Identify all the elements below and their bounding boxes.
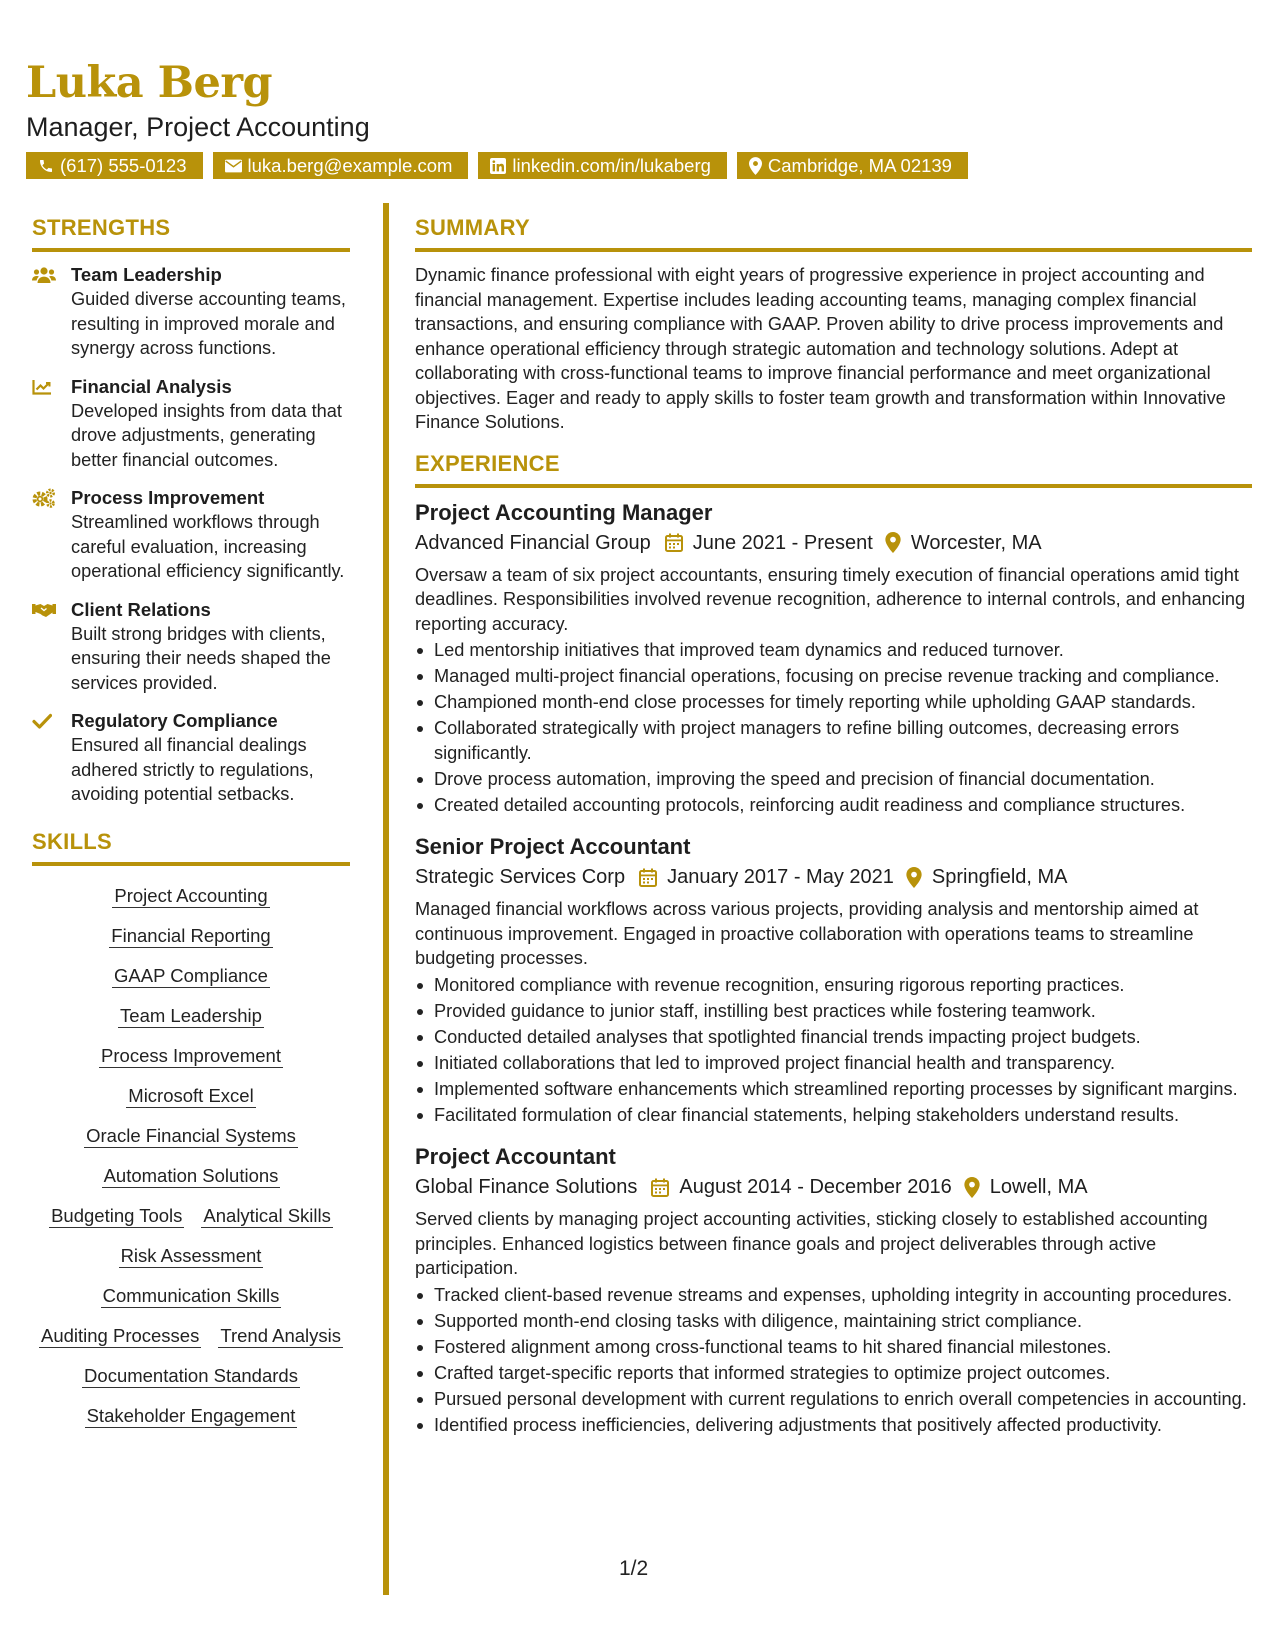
phone-text: (617) 555-0123 bbox=[60, 154, 187, 176]
bullet-item: Pursued personal development with current regulations to enrich overall competencies in accounting. bbox=[415, 1387, 1252, 1412]
skill-row bbox=[32, 1044, 350, 1067]
strength-desc: Ensured all financial dealings adhered strictly to regulations, avoiding potential setbacks. bbox=[71, 735, 314, 804]
strengths-heading: STRENGTHS bbox=[32, 215, 350, 252]
map-pin-icon bbox=[885, 532, 901, 553]
bullet-item: Collaborated strategically with project managers to refine billing outcomes, decreasing errors significantly. bbox=[415, 716, 1252, 765]
skill-row bbox=[32, 964, 350, 987]
bullet-item: Supported month-end closing tasks with diligence, maintaining strict compliance. bbox=[415, 1309, 1252, 1334]
bullet-item: Conducted detailed analyses that spotlighted financial trends impacting project budgets. bbox=[415, 1025, 1252, 1050]
strength-item bbox=[32, 375, 350, 473]
calendar-icon bbox=[651, 1178, 669, 1197]
skill-tag: Project Accounting bbox=[114, 884, 268, 906]
map-pin-icon bbox=[749, 157, 762, 175]
gears-icon bbox=[32, 488, 56, 508]
email-chip[interactable] bbox=[213, 152, 469, 179]
job-entry bbox=[415, 833, 1252, 1127]
skill-row bbox=[32, 1364, 350, 1387]
bullet-item: Tracked client-based revenue streams and expenses, upholding integrity in accounting procedures. bbox=[415, 1283, 1252, 1308]
bullet-item: Provided guidance to junior staff, instilling best practices while fostering teamwork. bbox=[415, 999, 1252, 1024]
candidate-role: Manager, Project Accounting bbox=[26, 112, 370, 142]
bullet-item: Created detailed accounting protocols, reinforcing audit readiness and compliance structures. bbox=[415, 793, 1252, 818]
job-description: Managed financial workflows across various projects, providing analysis and mentorship aimed at continuous improvement. Engaged in proactive collaboration with operations teams to streamline budgeting processes. bbox=[415, 899, 1199, 968]
skill-tag: Auditing Processes bbox=[40, 1324, 200, 1346]
bullet-item: Championed month-end close processes for timely reporting while upholding GAAP standards. bbox=[415, 690, 1252, 715]
skill-tag: Financial Reporting bbox=[111, 924, 271, 946]
skill-row bbox=[32, 1164, 350, 1187]
skill-row bbox=[32, 1084, 350, 1107]
skill-tag: Team Leadership bbox=[120, 1004, 262, 1026]
job-location: Lowell, MA bbox=[989, 1176, 1088, 1198]
skills-list bbox=[32, 879, 350, 1427]
bullet-item: Implemented software enhancements which streamlined reporting processes by significant margins. bbox=[415, 1077, 1252, 1102]
strength-title: Team Leadership bbox=[71, 264, 222, 285]
skill-row bbox=[32, 1404, 350, 1427]
skill-row bbox=[32, 884, 350, 907]
bullet-item: Led mentorship initiatives that improved team dynamics and reduced turnover. bbox=[415, 638, 1252, 663]
page-number: 1/2 bbox=[619, 1557, 649, 1580]
strength-item bbox=[32, 598, 350, 696]
job-location: Springfield, MA bbox=[931, 866, 1068, 888]
skill-tag: GAAP Compliance bbox=[114, 964, 268, 986]
job-dates: August 2014 - December 2016 bbox=[679, 1176, 952, 1198]
strength-desc: Built strong bridges with clients, ensuring their needs shaped the services provided. bbox=[71, 623, 331, 693]
left-column bbox=[32, 215, 350, 1427]
job-title: Project Accountant bbox=[415, 1144, 616, 1169]
skill-tag: Documentation Standards bbox=[84, 1364, 298, 1386]
strength-item bbox=[32, 709, 350, 807]
strength-desc: Streamlined workflows through careful evaluation, increasing operational efficiency significantly. bbox=[71, 512, 345, 581]
skill-tag: Microsoft Excel bbox=[128, 1084, 254, 1106]
skill-tag: Process Improvement bbox=[101, 1044, 281, 1066]
strength-title: Regulatory Compliance bbox=[71, 710, 278, 731]
summary-text: Dynamic finance professional with eight years of progressive experience in project accounting and financial management. Expertise includes leading accounting teams, managing complex financial transactions, and ensuring compliance with GAAP. Proven ability to drive process improvements and enhance operational efficiency through strategic automation and technology solutions. Adept at collaborating with cross-functional teams to improve financial performance and meet organizational objectives. Eager and ready to apply skills to foster team growth and transformation within Innovative Finance Solutions. bbox=[415, 265, 1226, 432]
job-company: Global Finance Solutions bbox=[415, 1176, 638, 1198]
skill-row bbox=[32, 1244, 350, 1267]
skill-row bbox=[32, 1324, 350, 1347]
skill-tag: Trend Analysis bbox=[220, 1324, 342, 1346]
linkedin-text: linkedin.com/in/lukaberg bbox=[512, 154, 711, 176]
job-bullets bbox=[415, 638, 1252, 817]
linkedin-icon bbox=[490, 158, 506, 174]
calendar-icon bbox=[665, 533, 683, 552]
job-location: Worcester, MA bbox=[910, 531, 1042, 554]
job-entry bbox=[415, 499, 1252, 818]
strength-item bbox=[32, 263, 350, 361]
handshake-icon bbox=[32, 600, 56, 620]
job-dates: January 2017 - May 2021 bbox=[667, 866, 894, 888]
skills-heading: SKILLS bbox=[32, 829, 350, 866]
job-meta bbox=[415, 863, 1252, 891]
strength-title: Financial Analysis bbox=[71, 375, 232, 397]
job-title: Project Accounting Manager bbox=[415, 499, 713, 525]
candidate-name: Luka Berg bbox=[26, 58, 273, 108]
job-bullets bbox=[415, 973, 1252, 1128]
bullet-item: Drove process automation, improving the speed and precision of financial documentation. bbox=[415, 767, 1252, 792]
envelope-icon bbox=[225, 159, 242, 173]
job-description: Oversaw a team of six project accountants, ensuring timely execution of financial operations amid tight deadlines. Responsibilities involved revenue recognition, adherence to internal controls, and enhancing reporting accuracy. bbox=[415, 564, 1246, 634]
strength-title: Client Relations bbox=[71, 598, 211, 620]
skill-row bbox=[32, 1124, 350, 1147]
strength-title: Process Improvement bbox=[71, 487, 265, 508]
job-bullets bbox=[415, 1283, 1252, 1438]
job-company: Advanced Financial Group bbox=[415, 531, 651, 554]
skill-tag: Budgeting Tools bbox=[51, 1204, 183, 1226]
job-description: Served clients by managing project accounting activities, sticking closely to established accounting principles. Enhanced logistics between finance goals and project deliverables through active participation. bbox=[415, 1209, 1208, 1278]
skill-tag: Automation Solutions bbox=[103, 1164, 279, 1186]
job-company: Strategic Services Corp bbox=[415, 866, 626, 888]
phone-chip[interactable] bbox=[26, 152, 203, 179]
bullet-item: Crafted target-specific reports that informed strategies to optimize project outcomes. bbox=[415, 1361, 1252, 1386]
skill-row bbox=[32, 1004, 350, 1027]
bullet-item: Monitored compliance with revenue recognition, ensuring rigorous reporting practices. bbox=[415, 973, 1252, 998]
bullet-item: Facilitated formulation of clear financial statements, helping stakeholders understand results. bbox=[415, 1103, 1252, 1128]
bullet-item: Managed multi-project financial operations, focusing on precise revenue tracking and compliance. bbox=[415, 664, 1252, 689]
experience-heading: EXPERIENCE bbox=[415, 451, 1252, 488]
map-pin-icon bbox=[906, 867, 922, 888]
job-meta bbox=[415, 529, 1252, 557]
bullet-item: Initiated collaborations that led to improved project financial health and transparency. bbox=[415, 1051, 1252, 1076]
job-meta bbox=[415, 1173, 1252, 1201]
skill-row bbox=[32, 1204, 350, 1227]
skill-tag: Analytical Skills bbox=[203, 1204, 331, 1226]
strength-desc: Guided diverse accounting teams, resulting in improved morale and synergy across functions. bbox=[71, 289, 346, 358]
strength-desc: Developed insights from data that drove adjustments, generating better financial outcomes. bbox=[71, 400, 342, 470]
right-column bbox=[415, 215, 1252, 1453]
calendar-icon bbox=[639, 868, 657, 887]
skill-row bbox=[32, 1284, 350, 1307]
job-entry bbox=[415, 1143, 1252, 1437]
linkedin-chip[interactable] bbox=[478, 152, 726, 179]
bullet-item: Identified process inefficiencies, delivering adjustments that positively affected productivity. bbox=[415, 1413, 1252, 1438]
location-text: Cambridge, MA 02139 bbox=[767, 154, 952, 176]
check-icon bbox=[32, 711, 56, 731]
skill-row bbox=[32, 924, 350, 947]
skill-tag: Risk Assessment bbox=[120, 1244, 262, 1266]
strength-item bbox=[32, 486, 350, 584]
job-dates: June 2021 - Present bbox=[692, 531, 873, 554]
location-chip bbox=[737, 152, 968, 179]
map-pin-icon bbox=[964, 1177, 980, 1198]
phone-icon bbox=[38, 158, 54, 174]
chart-line-icon bbox=[32, 377, 56, 397]
email-text: luka.berg@example.com bbox=[247, 154, 453, 176]
bullet-item: Fostered alignment among cross-functional teams to hit shared financial milestones. bbox=[415, 1335, 1252, 1360]
contact-bar bbox=[26, 152, 968, 179]
users-icon bbox=[32, 265, 56, 285]
skill-tag: Stakeholder Engagement bbox=[86, 1404, 296, 1426]
skill-tag: Communication Skills bbox=[102, 1284, 280, 1306]
summary-heading: SUMMARY bbox=[415, 215, 1252, 252]
skill-tag: Oracle Financial Systems bbox=[86, 1124, 296, 1146]
column-divider bbox=[383, 203, 389, 1595]
job-title: Senior Project Accountant bbox=[415, 834, 691, 859]
